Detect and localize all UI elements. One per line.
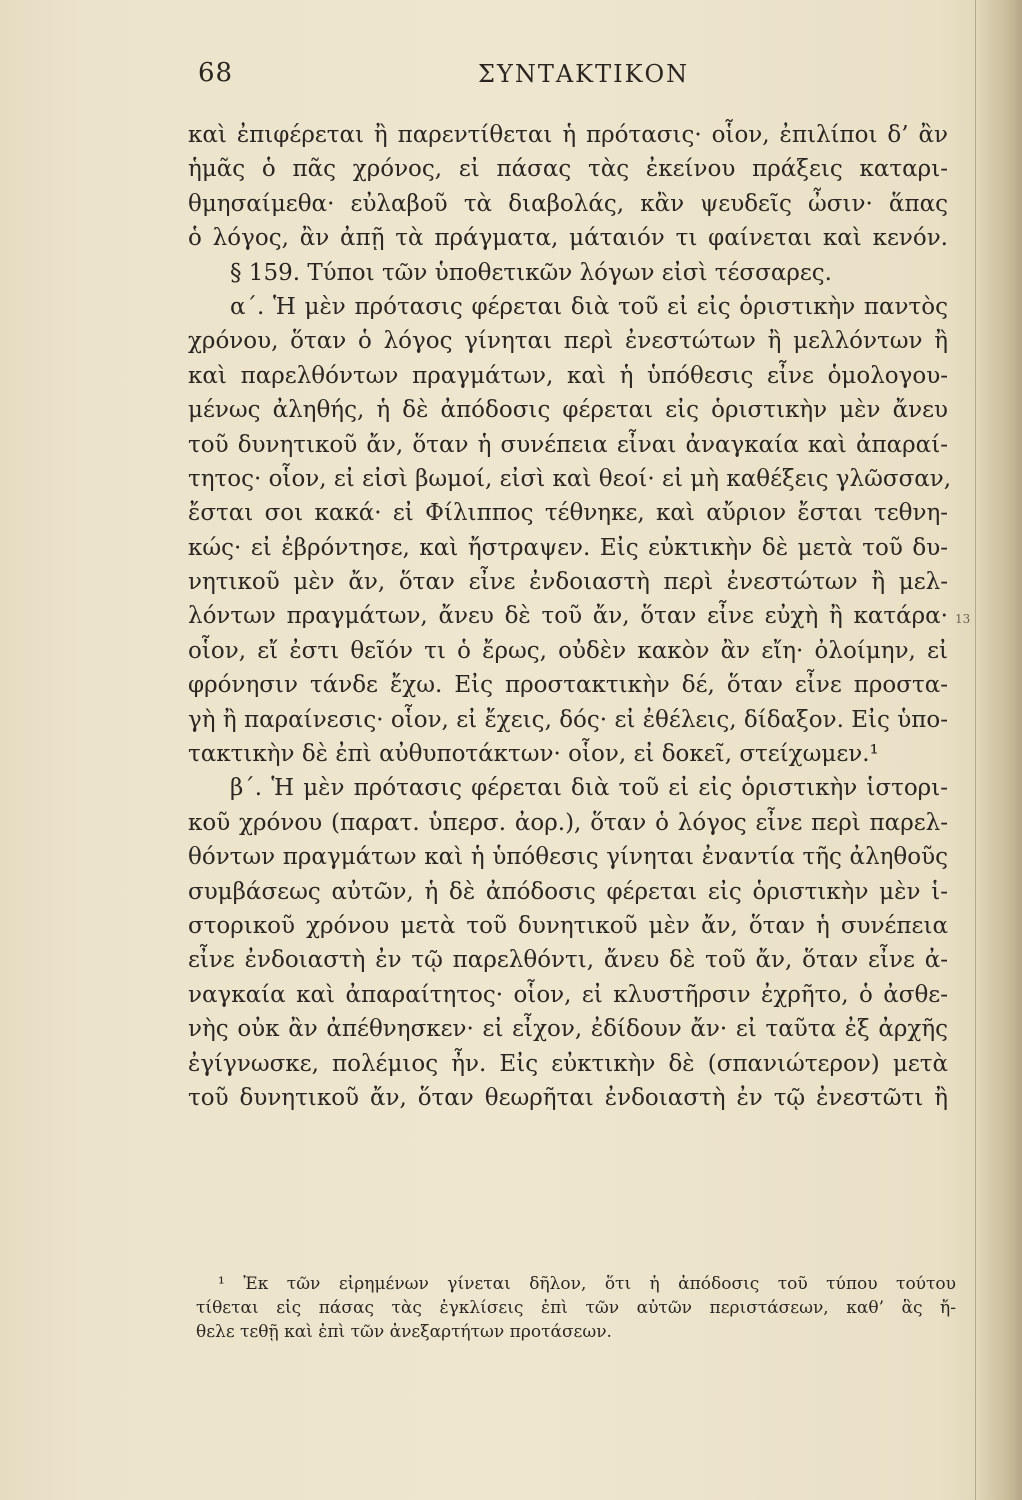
footnote-line: ¹ Ἐκ τῶν εἰρημένων γίνεται δῆλον, ὅτι ἡ ἀπόδοσις τοῦ τύπου τούτου: [218, 1274, 956, 1294]
text-line: τοῦ δυνητικοῦ ἄν, ὅταν θεωρῆται ἐνδοιαστὴ ἐν τῷ ἐνεστῶτι ἢ: [188, 1084, 948, 1111]
text-line: μένως ἀληθής, ἡ δὲ ἀπόδοσις φέρεται εἰς ὁριστικὴν μὲν ἄνευ: [188, 397, 948, 424]
text-line: ἐγίγνωσκε, πολέμιος ἦν. Εἰς εὐκτικὴν δὲ (σπανιώτερον) μετὰ: [188, 1050, 948, 1077]
footnote-line: τίθεται εἰς πάσας τὰς ἐγκλίσεις ἐπὶ τῶν αὐτῶν περιστάσεων, καθ’ ἃς ἤ-: [196, 1298, 956, 1318]
page-number: 68: [198, 58, 234, 88]
text-line: καὶ ἐπιφέρεται ἢ παρεντίθεται ἡ πρότασις· οἷον, ἐπιλίποι δ’ ἂν: [188, 122, 948, 148]
text-line: νητικοῦ μὲν ἄν, ὅταν εἶνε ἐνδοιαστὴ περὶ ἐνεστώτων ἢ μελ-: [188, 569, 948, 596]
text-line: α΄. Ἡ μὲν πρότασις φέρεται διὰ τοῦ εἰ εἰς ὁριστικὴν παντὸς: [230, 293, 948, 320]
text-line: ἔσται σοι κακά· εἰ Φίλιππος τέθνηκε, καὶ αὔριον ἔσται τεθνη-: [188, 500, 948, 527]
text-line: οἷον, εἴ ἐστι θεῖόν τι ὁ ἔρως, οὐδὲν κακὸν ἂν εἴη· ὀλοίμην, εἰ: [188, 637, 948, 664]
running-title: ΣΥΝΤΑΚΤΙΚΟΝ: [478, 60, 690, 88]
text-line: ὁ λόγος, ἂν ἀπῇ τὰ πράγματα, μάταιόν τι φαίνεται καὶ κενόν.: [188, 225, 948, 252]
text-line: στορικοῦ χρόνου μετὰ τοῦ δυνητικοῦ μὲν ἄν, ὅταν ἡ συνέπεια: [188, 912, 948, 939]
text-line: εἶνε ἐνδοιαστὴ ἐν τῷ παρελθόντι, ἄνευ δὲ τοῦ ἄν, ὅταν εἶνε ἀ-: [188, 947, 948, 974]
page-fold-line: [975, 0, 976, 1500]
text-line: θμησαίμεθα· εὐλαβοῦ τὰ διαβολάς, κἂν ψευδεῖς ὦσιν· ἅπας: [188, 190, 948, 217]
text-line: τακτικὴν δὲ ἐπὶ αὐθυποτάκτων· οἷον, εἰ δοκεῖ, στείχωμεν.¹: [188, 741, 879, 768]
margin-note: 13: [955, 612, 971, 626]
footnotes: [196, 1272, 956, 1344]
text-line: τητος· οἷον, εἰ εἰσὶ βωμοί, εἰσὶ καὶ θεοί· εἰ μὴ καθέξεις γλῶσσαν,: [188, 465, 952, 492]
text-line: συμβάσεως αὐτῶν, ἡ δὲ ἀπόδοσις φέρεται εἰς ὁριστικὴν μὲν ἱ-: [188, 878, 948, 905]
text-line: κώς· εἰ ἐβρόντησε, καὶ ἤστραψεν. Εἰς εὐκτικὴν δὲ μετὰ τοῦ δυ-: [188, 534, 948, 561]
text-line: νὴς οὐκ ἂν ἀπέθνησκεν· εἰ εἶχον, ἐδίδουν ἄν· εἰ ταῦτα ἐξ ἀρχῆς: [188, 1016, 948, 1043]
page-header: [198, 52, 878, 96]
page-edge-shadow: [976, 0, 1022, 1500]
text-line: καὶ παρελθόντων πραγμάτων, καὶ ἡ ὑπόθεσις εἶνε ὁμολογου-: [188, 362, 948, 389]
text-line: β΄. Ἡ μὲν πρότασις φέρεται διὰ τοῦ εἰ εἰς ὁριστικὴν ἱστορι-: [230, 775, 948, 802]
text-line: ἡμᾶς ὁ πᾶς χρόνος, εἰ πάσας τὰς ἐκείνου πράξεις καταρι-: [188, 156, 948, 183]
footnote-line: θελε τεθῇ καὶ ἐπὶ τῶν ἀνεξαρτήτων προτάσεων.: [196, 1322, 612, 1342]
text-line: ναγκαία καὶ ἀπαραίτητος· οἷον, εἰ κλυστῆρσιν ἐχρῆτο, ὁ ἀσθε-: [188, 981, 948, 1008]
text-line: γὴ ἢ παραίνεσις· οἷον, εἰ ἔχεις, δός· εἰ ἐθέλεις, δίδαξον. Εἰς ὑπο-: [188, 706, 948, 733]
text-line: κοῦ χρόνου (παρατ. ὑπερσ. ἀορ.), ὅταν ὁ λόγος εἶνε περὶ παρελ-: [188, 809, 948, 836]
text-line: λόντων πραγμάτων, ἄνευ δὲ τοῦ ἄν, ὅταν εἶνε εὐχὴ ἢ κατάρα·: [188, 603, 948, 630]
text-line: φρόνησιν τάνδε ἔχω. Εἰς προστακτικὴν δέ, ὅταν εἶνε προστα-: [188, 672, 948, 699]
text-line: τοῦ δυνητικοῦ ἄν, ὅταν ἡ συνέπεια εἶναι ἀναγκαία καὶ ἀπαραί-: [188, 431, 948, 458]
section-heading: § 159. Τύποι τῶν ὑποθετικῶν λόγων εἰσὶ τέσσαρες.: [230, 259, 832, 286]
text-line: θόντων πραγμάτων καὶ ἡ ὑπόθεσις γίνηται ἐναντία τῆς ἀληθοῦς: [188, 844, 948, 871]
text-line: χρόνου, ὅταν ὁ λόγος γίνηται περὶ ἐνεστώτων ἢ μελλόντων ἢ: [188, 328, 948, 355]
main-text: [188, 118, 952, 1115]
